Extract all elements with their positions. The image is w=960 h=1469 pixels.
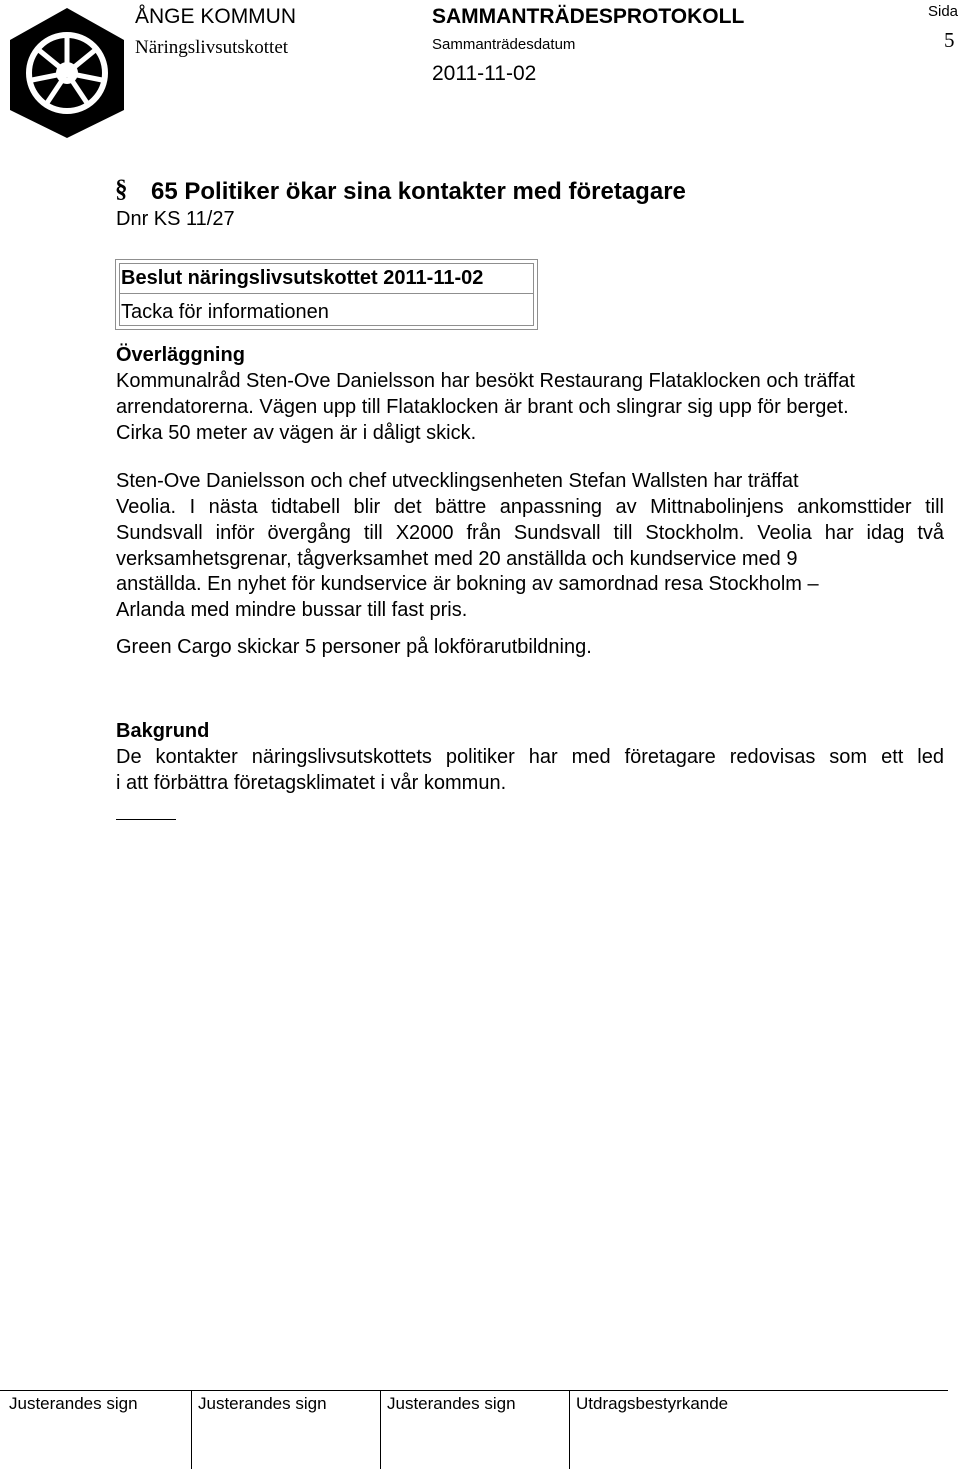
footer-column-divider (569, 1391, 570, 1469)
background-line: i att förbättra företagsklimatet i vår kommun. (116, 772, 507, 794)
footer-signature-label: Justerandes sign (198, 1394, 327, 1413)
footer-certification-label: Utdragsbestyrkande (576, 1394, 729, 1413)
section-title: 65 Politiker ökar sina kontakter med företagare (151, 178, 686, 205)
background-line: De kontakter näringslivsutskottets politiker har med företagare redovisas som ett led (116, 746, 944, 768)
municipality-name: ÅNGE KOMMUN (135, 5, 297, 28)
deliberation-p2-line: Arlanda med mindre bussar till fast pris. (116, 599, 468, 621)
decision-box (115, 259, 538, 330)
deliberation-p2-line: Veolia. I nästa tidtabell blir det bättre anpassning av Mittnabolinjens ankomsttider till (116, 496, 944, 518)
deliberation-p2-line: verksamhetsgrenar, tågverksamhet med 20 anställda och kundservice med 9 (116, 548, 798, 570)
decision-box-divider (119, 293, 534, 294)
page-label: Sida (928, 3, 959, 20)
deliberation-p1-line: arrendatorerna. Vägen upp till Flataklocken är brant och slingrar sig upp för berget. (116, 396, 849, 418)
deliberation-p2-line: anställda. En nyhet för kundservice är bokning av samordnad resa Stockholm – (116, 573, 819, 595)
decision-heading: Beslut näringslivsutskottet 2011-11-02 (121, 267, 484, 289)
footer-signature-label: Justerandes sign (9, 1394, 138, 1413)
footer-column-divider (191, 1391, 192, 1469)
page-number: 5 (944, 28, 955, 52)
meeting-date-label: Sammanträdesdatum (432, 36, 576, 53)
municipality-logo-icon (8, 6, 126, 140)
deliberation-p2-line: Sten-Ove Danielsson och chef utvecklingsenheten Stefan Wallsten har träffat (116, 470, 799, 492)
background-heading: Bakgrund (116, 720, 210, 742)
deliberation-p1-line: Cirka 50 meter av vägen är i dåligt skick. (116, 422, 477, 444)
deliberation-p2-line: Sundsvall inför övergång till X2000 från Sundsvall till Stockholm. Veolia har idag två (116, 522, 944, 544)
deliberation-p1-line: Kommunalråd Sten-Ove Danielsson har besökt Restaurang Flataklocken och träffat (116, 370, 855, 392)
footer-signature-label: Justerandes sign (387, 1394, 516, 1413)
department-name: Näringslivsutskottet (135, 37, 289, 58)
meeting-date: 2011-11-02 (432, 62, 537, 85)
document-type: SAMMANTRÄDESPROTOKOLL (432, 5, 745, 28)
decision-text: Tacka för informationen (121, 301, 329, 323)
footer-rule (0, 1390, 948, 1391)
deliberation-p3: Green Cargo skickar 5 personer på lokförarutbildning. (116, 636, 592, 658)
footer-column-divider (380, 1391, 381, 1469)
case-number: Dnr KS 11/27 (116, 208, 235, 230)
deliberation-heading: Överläggning (116, 344, 245, 366)
end-of-section-rule (116, 819, 176, 820)
paragraph-sign: § (115, 176, 128, 203)
